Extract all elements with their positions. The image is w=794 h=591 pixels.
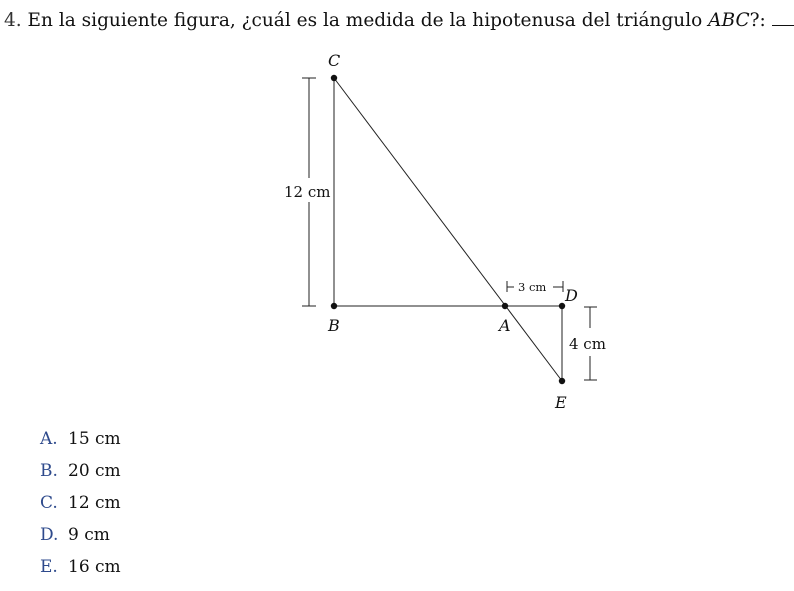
answer-options: [40, 428, 121, 588]
label-e: E: [555, 393, 567, 412]
measure-bc: 12 cm: [284, 183, 331, 201]
option-letter: B.: [40, 461, 58, 481]
label-b: B: [328, 316, 340, 335]
option-c[interactable]: [40, 492, 121, 524]
label-c: C: [328, 51, 341, 70]
segment-ce: [334, 78, 562, 381]
option-letter: D.: [40, 525, 59, 545]
option-text: 16 cm: [68, 557, 121, 577]
triangle-name: ABC: [708, 10, 750, 31]
option-b[interactable]: [40, 460, 121, 492]
label-d: D: [565, 286, 578, 305]
point-a: [502, 303, 508, 309]
option-a[interactable]: [40, 428, 121, 460]
label-a: A: [499, 316, 511, 335]
point-e: [559, 378, 565, 384]
option-letter: C.: [40, 493, 58, 513]
question-body: En la siguiente figura, ¿cuál es la medida de la hipotenusa del triángulo: [27, 10, 709, 31]
option-letter: E.: [40, 557, 58, 577]
option-d[interactable]: [40, 524, 121, 556]
option-text: 15 cm: [68, 429, 121, 449]
question-suffix: ?:: [749, 10, 766, 31]
option-letter: A.: [40, 429, 58, 449]
measure-ad: 3 cm: [518, 280, 547, 294]
option-e[interactable]: [40, 556, 121, 588]
option-text: 20 cm: [68, 461, 121, 481]
option-text: 12 cm: [68, 493, 121, 513]
point-b: [331, 303, 337, 309]
answer-blank: [772, 24, 794, 26]
measure-de: 4 cm: [569, 335, 606, 353]
point-c: [331, 75, 337, 81]
option-text: 9 cm: [68, 525, 110, 545]
question-number: 4.: [4, 10, 22, 31]
